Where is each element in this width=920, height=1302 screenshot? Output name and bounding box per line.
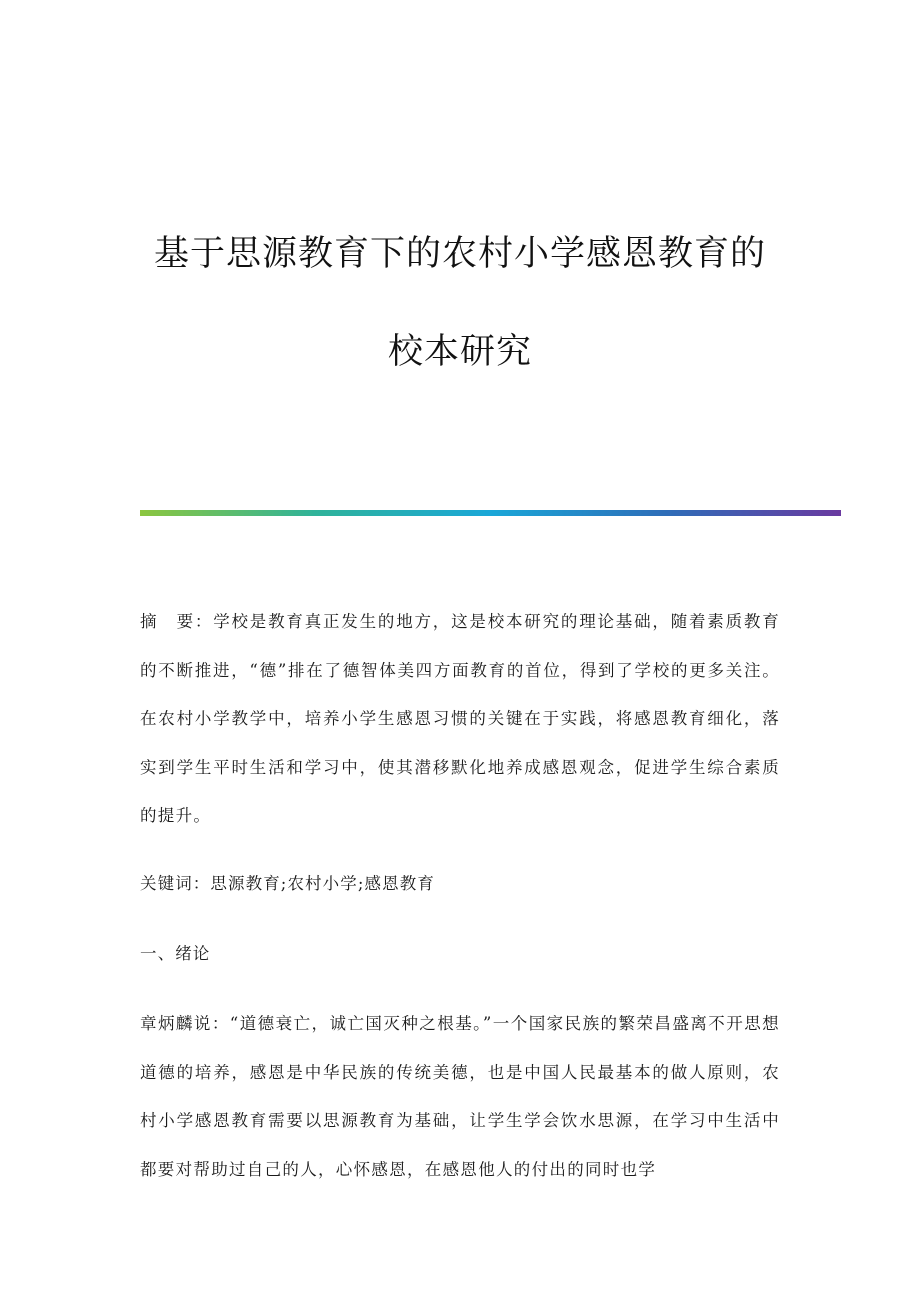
document-title-line-1: 基于思源教育下的农村小学感恩教育的	[153, 234, 766, 274]
document-title-line-2: 校本研究	[387, 332, 532, 372]
abstract-paragraph: 摘 要：学校是教育真正发生的地方，这是校本研究的理论基础，随着素质教育的不断推进，“德”排在了德智体美四方面教育的首位，得到了学校的更多关注。在农村小学教学中，培养小学生感恩习惯的关键在于实践，将感恩教育细化，落实到学生平时生活和学习中，使其潜移默化地养成感恩观念，促进学生综合素质的提升。	[140, 612, 780, 825]
gradient-divider	[140, 510, 841, 516]
section-heading: 一、绪论	[140, 944, 211, 963]
intro-paragraph: 章炳麟说：“道德衰亡，诚亡国灭种之根基。”一个国家民族的繁荣昌盛离不开思想道德的培养，感恩是中华民族的传统美德，也是中国人民最基本的做人原则，农村小学感恩教育需要以思源教育为基础，让学生学会饮水思源，在学习中生活中都要对帮助过自己的人，心怀感恩，在感恩他人的付出的同时也学	[140, 1014, 780, 1179]
keywords-line: 关键词：思源教育;农村小学;感恩教育	[140, 874, 435, 893]
